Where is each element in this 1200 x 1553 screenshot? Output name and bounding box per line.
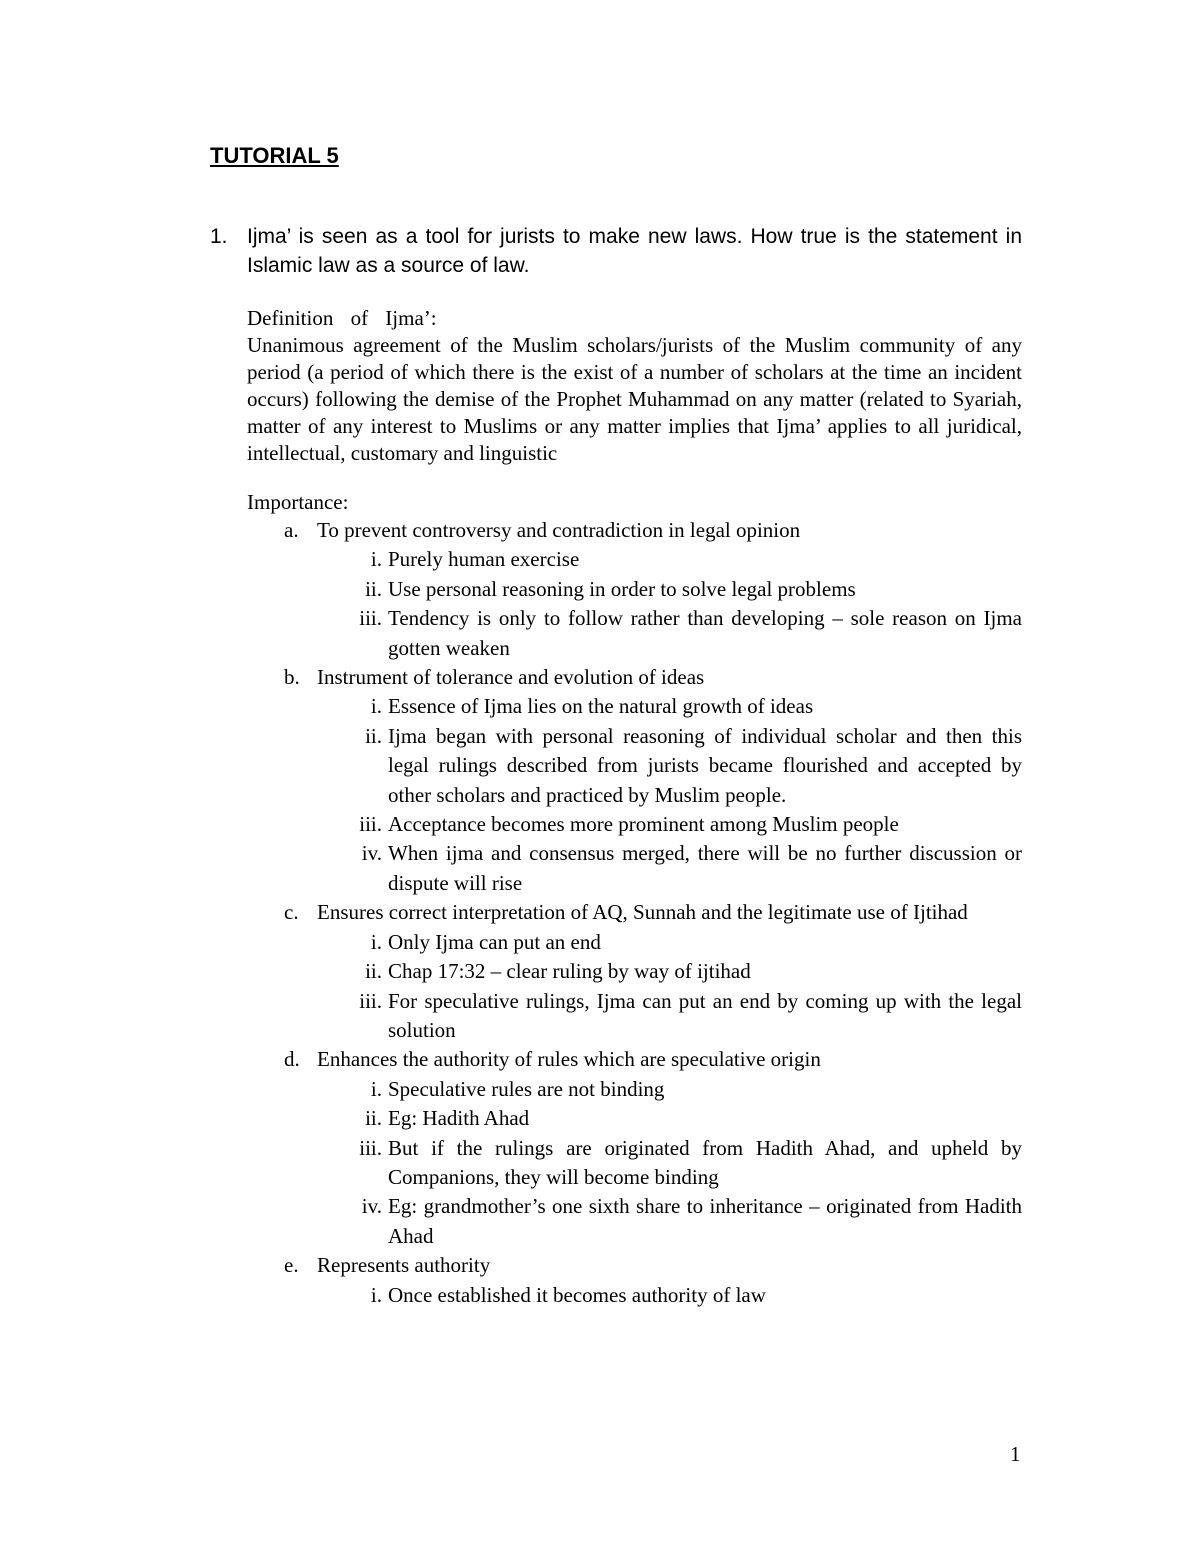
sub-list-item-numeral: ii. bbox=[365, 576, 382, 601]
list-item-text: Ensures correct interpretation of AQ, Sunnah and the legitimate use of Ijtihad bbox=[317, 900, 968, 925]
sub-list-item-numeral: iii. bbox=[359, 606, 382, 631]
sub-list-item-text: Use personal reasoning in order to solve legal problems bbox=[388, 576, 856, 601]
sub-list-item-text: Essence of Ijma lies on the natural growth of ideas bbox=[388, 694, 814, 719]
sub-list-item-text: Only Ijma can put an end bbox=[388, 929, 601, 954]
sub-list-item-numeral: ii. bbox=[365, 959, 382, 984]
sub-list-item-numeral: iii. bbox=[359, 1135, 382, 1160]
sub-list-item-text: When ijma and consensus merged, there will be no further discussion or dispute will rise bbox=[388, 841, 1022, 895]
list-item bbox=[247, 663, 1022, 692]
sub-list-item bbox=[247, 604, 1022, 663]
list-item bbox=[247, 516, 1022, 545]
sub-list-item bbox=[247, 545, 1022, 574]
sub-list-item-numeral: i. bbox=[370, 694, 382, 719]
sub-list-item-text: Purely human exercise bbox=[388, 547, 580, 572]
sub-list-item-numeral: i. bbox=[370, 547, 382, 572]
list-item-letter: a. bbox=[284, 518, 299, 542]
list-item-letter: b. bbox=[284, 665, 300, 690]
list-item-text: Instrument of tolerance and evolution of ideas bbox=[317, 665, 705, 690]
page-number: 1 bbox=[1010, 1442, 1021, 1466]
list-item-letter: d. bbox=[284, 1047, 300, 1072]
sub-list-item bbox=[247, 1075, 1022, 1104]
sub-list-item bbox=[247, 928, 1022, 957]
sub-list-item bbox=[247, 575, 1022, 604]
sub-list-item-numeral: iv. bbox=[361, 841, 382, 866]
list-item bbox=[247, 1045, 1022, 1074]
sub-list-item-text: Speculative rules are not binding bbox=[388, 1076, 665, 1101]
sub-list-item bbox=[247, 810, 1022, 839]
sub-list-item-numeral: iv. bbox=[361, 1194, 382, 1219]
sub-list-item-text: Once established it becomes authority of law bbox=[388, 1282, 766, 1307]
list-item-letter: c. bbox=[284, 900, 299, 925]
question-number: 1. bbox=[210, 225, 228, 248]
sub-list-item-numeral: i. bbox=[370, 1282, 382, 1307]
sub-list-item-numeral: i. bbox=[370, 1076, 382, 1101]
list-item-text: To prevent controversy and contradiction in legal opinion bbox=[317, 518, 801, 542]
sub-list-item bbox=[247, 987, 1022, 1046]
importance-list bbox=[247, 516, 1022, 1310]
sub-list-item bbox=[247, 1192, 1022, 1251]
sub-list-item-text: Eg: grandmother’s one sixth share to inheritance – originated from Hadith Ahad bbox=[388, 1194, 1022, 1248]
sub-list-item bbox=[247, 1134, 1022, 1193]
sub-list-item bbox=[247, 722, 1022, 810]
sub-list-item-text: Ijma began with personal reasoning of individual scholar and then this legal rulings described from jurists became flourished and accepted by other scholars and practiced by Muslim people. bbox=[388, 723, 1022, 807]
definition-text: Unanimous agreement of the Muslim scholars/jurists of the Muslim community of any period (a period of which there is the exist of a number of scholars at the time an incident occurs) following the demise of the Prophet Muhammad on any matter (related to Syariah, matter of any interest to Muslims or any matter implies that Ijma’ applies to all juridical, intellectual, customary and linguistic bbox=[247, 333, 1022, 465]
list-item bbox=[247, 1251, 1022, 1280]
sub-list-item-text: Eg: Hadith Ahad bbox=[388, 1106, 530, 1131]
sub-list-item-numeral: iii. bbox=[359, 988, 382, 1013]
sub-list-item-text: Acceptance becomes more prominent among Muslim people bbox=[388, 812, 899, 837]
list-item bbox=[247, 898, 1022, 927]
sub-list-item-text: For speculative rulings, Ijma can put an end by coming up with the legal solution bbox=[388, 988, 1022, 1042]
sub-list-item-text: But if the rulings are originated from Hadith Ahad, and upheld by Companions, they will become binding bbox=[388, 1135, 1022, 1189]
answer-body bbox=[247, 305, 1022, 1310]
sub-list-item-numeral: ii. bbox=[365, 1106, 382, 1131]
list-item-letter: e. bbox=[284, 1253, 299, 1278]
definition-heading: Definition of Ijma’: bbox=[247, 306, 437, 330]
sub-list-item-text: Tendency is only to follow rather than developing – sole reason on Ijma gotten weaken bbox=[388, 606, 1022, 660]
list-item-text: Represents authority bbox=[317, 1253, 491, 1278]
question-1 bbox=[210, 222, 1022, 280]
sub-list-item bbox=[247, 692, 1022, 721]
sub-list-item-numeral: i. bbox=[370, 929, 382, 954]
sub-list-item bbox=[247, 839, 1022, 898]
sub-list-item-text: Chap 17:32 – clear ruling by way of ijtihad bbox=[388, 959, 751, 984]
sub-list-item bbox=[247, 957, 1022, 986]
sub-list-item bbox=[247, 1281, 1022, 1310]
list-item-text: Enhances the authority of rules which are speculative origin bbox=[317, 1047, 821, 1072]
question-text: Ijma’ is seen as a tool for jurists to make new laws. How true is the statement in Islamic law as a source of law. bbox=[247, 225, 1022, 277]
importance-heading: Importance: bbox=[247, 490, 349, 514]
sub-list-item bbox=[247, 1104, 1022, 1133]
sub-list-item-numeral: ii. bbox=[365, 723, 382, 748]
sub-list-item-numeral: iii. bbox=[359, 812, 382, 837]
page-title: TUTORIAL 5 bbox=[210, 143, 339, 168]
